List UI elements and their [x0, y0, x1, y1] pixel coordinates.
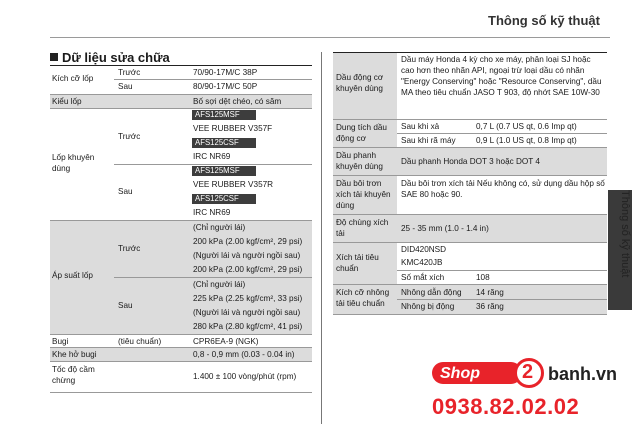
value-tire-type: Bố sợi dệt chéo, có săm	[193, 97, 282, 106]
label-driven-sprocket: Nhông bị động	[401, 302, 455, 311]
label-spark-plug: Bugi	[52, 337, 69, 346]
square-bullet-icon	[50, 53, 58, 61]
value-chain-links: 108	[476, 273, 490, 282]
label-sprocket-size: Kích cỡ nhông tải tiêu chuẩn	[336, 288, 390, 308]
label-standard-chain: Xích tải tiêu chuẩn	[336, 253, 379, 273]
tire-brand: VEE RUBBER V357R	[193, 180, 274, 189]
pressure-line: 225 kPa (2.25 kgf/cm², 33 psi)	[193, 294, 303, 303]
divider	[50, 334, 312, 335]
divider	[50, 108, 312, 109]
divider	[50, 361, 312, 362]
pressure-line: 200 kPa (2.00 kgf/cm², 29 psi)	[193, 265, 303, 274]
logo-domain: banh.vn	[548, 364, 618, 384]
divider	[333, 242, 607, 243]
pressure-line: (Người lái và người ngồi sau)	[193, 251, 301, 260]
value-after-disassembly: 0,9 L (1.0 US qt, 0.8 Imp qt)	[476, 136, 577, 145]
label-recommended-tire: Lốp khuyên dùng	[52, 153, 95, 173]
label-plug-gap: Khe hở bugi	[52, 350, 97, 359]
phone-number: 0938.82.02.02	[432, 394, 580, 419]
divider	[333, 147, 607, 148]
tire-brand: IRC NR69	[193, 152, 231, 161]
shop2banh-watermark	[432, 356, 632, 420]
label-rear: Sau	[118, 301, 133, 310]
label-rear: Sau	[118, 82, 133, 91]
column-divider	[321, 52, 322, 424]
label-drive-sprocket: Nhông dẫn động	[401, 288, 462, 297]
table-top-rule	[333, 52, 607, 53]
label-after-disassembly: Sau khi rã máy	[401, 136, 456, 145]
logo-number: 2	[522, 361, 534, 383]
label-front: Trước	[118, 244, 141, 253]
value-chain-slack: 25 - 35 mm (1.0 - 1.4 in)	[401, 224, 489, 233]
label-tire-type: Kiểu lốp	[52, 97, 82, 106]
divider	[114, 79, 312, 80]
label-tire-pressure: Áp suất lốp	[52, 271, 93, 280]
value-tire-rear: 80/90-17M/C 50P	[193, 82, 258, 91]
label-rear: Sau	[118, 187, 133, 196]
divider	[50, 220, 312, 221]
label-oil-capacity: Dung tích dầu động cơ	[336, 123, 387, 143]
value-chain-kmc: KMC420JB	[401, 258, 443, 267]
page-title: Thông số kỹ thuật	[488, 13, 600, 28]
label-after-drain: Sau khi xả	[401, 122, 440, 131]
pressure-line: 200 kPa (2.00 kgf/cm², 29 psi)	[193, 237, 303, 246]
value-spark-plug: CPR6EA-9 (NGK)	[193, 337, 259, 346]
divider	[114, 164, 312, 165]
value-after-drain: 0,7 L (0.7 US qt, 0.6 Imp qt)	[476, 122, 577, 131]
model-badge: AFS125MSF	[192, 166, 256, 176]
label-tire-size: Kích cỡ lốp	[52, 74, 94, 83]
pressure-line: (Chỉ người lái)	[193, 223, 246, 232]
divider	[397, 270, 607, 271]
divider	[50, 347, 312, 348]
label-front: Trước	[118, 132, 141, 141]
table-top-rule	[50, 65, 312, 66]
divider	[114, 277, 312, 278]
shop-text: Shop	[440, 365, 480, 382]
divider	[333, 214, 607, 215]
tire-brand: IRC NR69	[193, 208, 231, 217]
model-badge: AFS125CSF	[192, 138, 256, 148]
divider	[50, 392, 312, 393]
value-idle-speed: 1.400 ± 100 vòng/phút (rpm)	[193, 372, 297, 381]
section-title	[50, 50, 170, 65]
divider	[333, 284, 607, 285]
divider	[333, 175, 607, 176]
side-tab-label: Thông số kỹ thuật	[619, 190, 631, 278]
divider	[333, 119, 607, 120]
label-chain-links: Số mắt xích	[401, 273, 445, 282]
model-badge: AFS125MSF	[192, 110, 256, 120]
value-drive-sprocket: 14 răng	[476, 288, 504, 297]
tire-brand: VEE RUBBER V357F	[193, 124, 273, 133]
value-chain-lube: Dầu bôi trơn xích tải Nếu không có, sử dụng dầu hộp số SAE 80 hoặc 90.	[401, 179, 605, 199]
section-title-text: Dữ liệu sửa chữa	[62, 50, 170, 65]
pressure-line: 280 kPa (2.80 kgf/cm², 41 psi)	[193, 322, 303, 331]
divider	[333, 314, 607, 315]
label-engine-oil: Dầu động cơ khuyên dùng	[336, 73, 384, 93]
label-idle-speed: Tốc độ cầm chừng	[52, 365, 95, 385]
divider	[397, 133, 607, 134]
value-driven-sprocket: 36 răng	[476, 302, 504, 311]
divider	[397, 299, 607, 300]
header-divider	[50, 37, 610, 38]
label-brake-fluid: Dầu phanh khuyên dùng	[336, 151, 383, 171]
value-tire-front: 70/90-17M/C 38P	[193, 68, 258, 77]
page-header	[0, 0, 640, 44]
label-chain-slack: Độ chùng xích tải	[336, 218, 389, 238]
value-plug-gap: 0,8 - 0,9 mm (0.03 - 0.04 in)	[193, 350, 295, 359]
label-chain-lube: Dầu bôi trơn xích tải khuyên dùng	[336, 179, 391, 210]
label-front: Trước	[118, 68, 141, 77]
value-chain-did: DID420NSD	[401, 245, 447, 254]
model-badge: AFS125CSF	[192, 194, 256, 204]
pressure-line: (Người lái và người ngồi sau)	[193, 308, 301, 317]
divider	[50, 94, 312, 95]
value-engine-oil: Dầu máy Honda 4 kỳ cho xe máy, phân loại SJ hoặc cao hơn theo nhãn API, ngoại trừ loại dầu có nhãn "Energy Conserving" hoặc "Resource Conserving", dầu MA theo tiêu chuẩn JASO T 903, độ nhớt SAE 10W-30	[401, 55, 602, 97]
label-standard: (tiêu chuẩn)	[118, 337, 162, 346]
value-brake-fluid: Dầu phanh Honda DOT 3 hoặc DOT 4	[401, 157, 540, 166]
pressure-line: (Chỉ người lái)	[193, 280, 246, 289]
